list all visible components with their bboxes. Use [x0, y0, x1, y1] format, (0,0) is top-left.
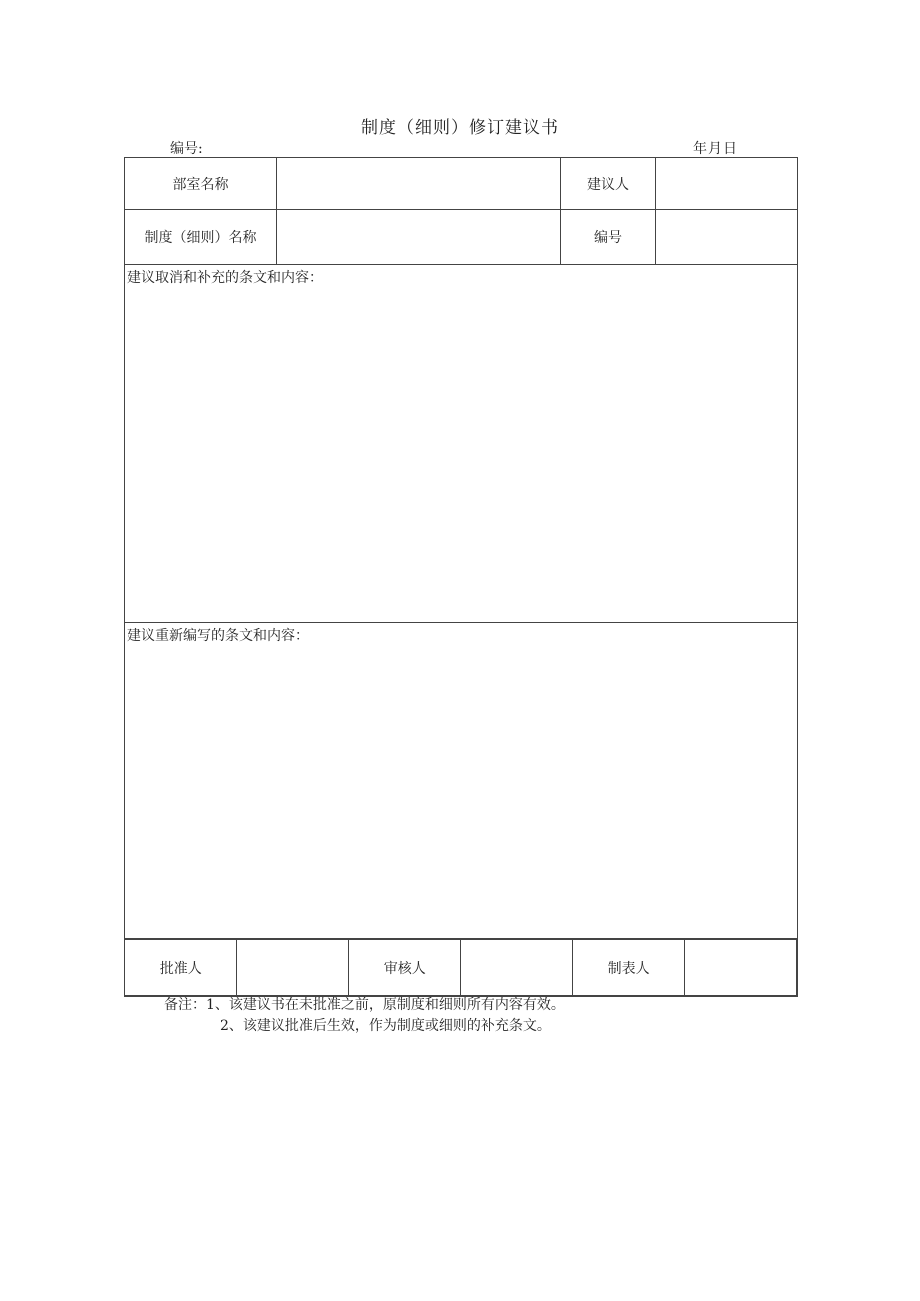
signature-row: [125, 939, 798, 997]
dept-name-field[interactable]: [277, 158, 561, 210]
dept-name-label: 部室名称: [125, 158, 277, 210]
proposer-label: 建议人: [561, 158, 656, 210]
reviewer-label: 审核人: [349, 940, 461, 996]
note-line-2: 2、该建议批准后生效，作为制度或细则的补充条文。: [220, 1018, 551, 1034]
regulation-name-label: 制度（细则）名称: [125, 210, 277, 265]
rewrite-area[interactable]: [125, 623, 798, 939]
proposer-field[interactable]: [656, 158, 798, 210]
cancel-supplement-label: 建议取消和补充的条文和内容：: [127, 270, 323, 286]
reviewer-field[interactable]: [461, 940, 573, 996]
approver-field[interactable]: [237, 940, 349, 996]
code-field[interactable]: [656, 210, 798, 265]
note-line-1: 备注：1、该建议书在未批准之前，原制度和细则所有内容有效。: [164, 997, 565, 1013]
preparer-field[interactable]: [685, 940, 797, 996]
proposal-form-table: [124, 157, 798, 997]
preparer-label: 制表人: [573, 940, 685, 996]
approver-label: 批准人: [125, 940, 237, 996]
regulation-name-field[interactable]: [277, 210, 561, 265]
form-number-label: 编号:: [170, 141, 203, 157]
notes: [164, 995, 565, 1037]
page-title: 制度（细则）修订建议书: [361, 118, 559, 138]
date-label: 年月日: [693, 141, 738, 157]
cancel-supplement-area[interactable]: [125, 265, 798, 623]
rewrite-label: 建议重新编写的条文和内容：: [127, 628, 309, 644]
signature-table: [125, 939, 797, 996]
code-label: 编号: [561, 210, 656, 265]
